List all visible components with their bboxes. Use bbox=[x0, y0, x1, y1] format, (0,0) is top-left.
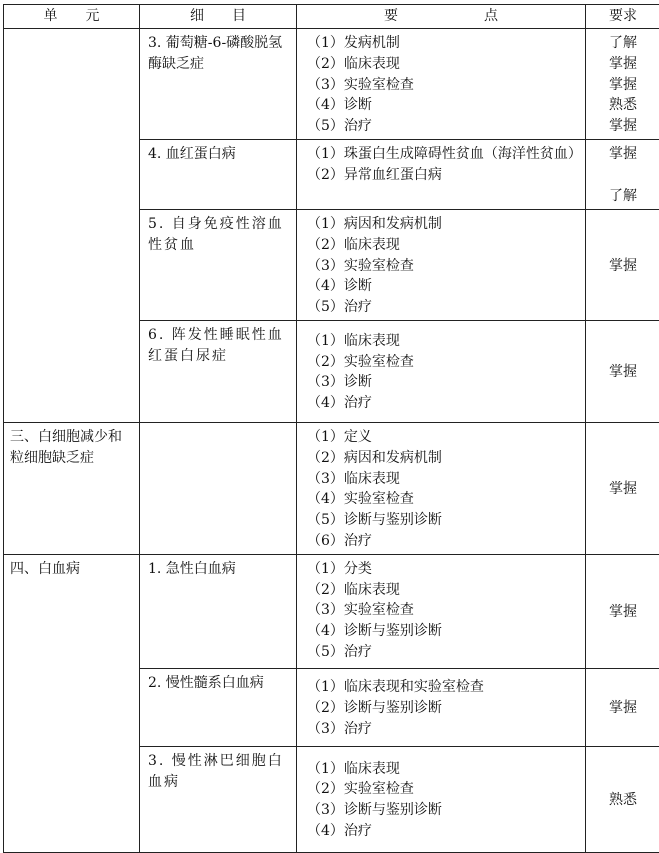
point-item: （1）临床表现 bbox=[307, 759, 579, 780]
point-item: （3）实验室检查 bbox=[307, 75, 579, 96]
point-item: （4）治疗 bbox=[307, 821, 579, 842]
point-item: （2）诊断与鉴别诊断 bbox=[307, 698, 579, 719]
point-item: （3）治疗 bbox=[307, 719, 579, 740]
requirement-cell bbox=[586, 554, 659, 668]
point-item: （4）诊断与鉴别诊断 bbox=[307, 621, 579, 642]
detail-text: 1. 急性白血病 bbox=[148, 561, 236, 577]
header-requirement: 要求 bbox=[586, 5, 659, 29]
header-unit-char1: 单 bbox=[44, 8, 58, 24]
unit-text: 三、白细胞减少和粒细胞缺乏症 bbox=[10, 429, 122, 466]
points-cell bbox=[297, 139, 586, 209]
requirement-item: 了解 bbox=[588, 33, 658, 54]
point-item: （2）临床表现 bbox=[307, 580, 579, 601]
detail-text: 6. 阵发性睡眠性血红蛋白尿症 bbox=[148, 327, 284, 364]
points-cell bbox=[297, 422, 586, 554]
point-item: （4）实验室检查 bbox=[307, 489, 579, 510]
detail-cell bbox=[140, 29, 297, 140]
requirement-cell bbox=[586, 668, 659, 746]
detail-cell bbox=[140, 746, 297, 852]
requirement-item: 了解 bbox=[588, 186, 658, 207]
unit-text: 四、白血病 bbox=[10, 561, 80, 577]
point-item: （2）临床表现 bbox=[307, 54, 579, 75]
requirement-spacer bbox=[588, 165, 658, 186]
requirement-item: 掌握 bbox=[588, 116, 658, 137]
points-cell bbox=[297, 209, 586, 320]
points-cell bbox=[297, 554, 586, 668]
requirement-item: 掌握 bbox=[588, 75, 658, 96]
point-item: （2）临床表现 bbox=[307, 235, 579, 256]
syllabus-table bbox=[3, 4, 659, 853]
point-item: （4）诊断 bbox=[307, 95, 579, 116]
point-item: （2）实验室检查 bbox=[307, 352, 579, 373]
detail-cell bbox=[140, 668, 297, 746]
header-points-char2: 点 bbox=[484, 8, 498, 24]
unit-cell-empty bbox=[4, 29, 140, 423]
point-item: （1）珠蛋白生成障碍性贫血（海洋性贫血） bbox=[307, 144, 579, 165]
detail-text: 5. 自身免疫性溶血性贫血 bbox=[148, 216, 284, 253]
point-item: （2）实验室检查 bbox=[307, 779, 579, 800]
requirement-cell bbox=[586, 139, 659, 209]
requirement-cell bbox=[586, 320, 659, 422]
point-item: （1）分类 bbox=[307, 559, 579, 580]
point-item: （3）实验室检查 bbox=[307, 600, 579, 621]
requirement-item: 掌握 bbox=[588, 54, 658, 75]
detail-text: 3. 葡萄糖-6-磷酸脱氢酶缺乏症 bbox=[148, 35, 282, 72]
table-header-row bbox=[4, 5, 659, 29]
detail-cell bbox=[140, 422, 297, 554]
detail-cell bbox=[140, 320, 297, 422]
requirement-cell bbox=[586, 209, 659, 320]
header-detail bbox=[140, 5, 297, 29]
point-item: （4）诊断 bbox=[307, 276, 579, 297]
header-unit-char2: 元 bbox=[86, 8, 100, 24]
header-points-char1: 要 bbox=[384, 8, 398, 24]
point-item: （1）发病机制 bbox=[307, 33, 579, 54]
point-item: （3）诊断与鉴别诊断 bbox=[307, 800, 579, 821]
point-item: （1）临床表现和实验室检查 bbox=[307, 677, 579, 698]
table-row bbox=[4, 29, 659, 140]
point-item: （1）病因和发病机制 bbox=[307, 214, 579, 235]
point-item: （5）治疗 bbox=[307, 297, 579, 318]
point-item: （5）治疗 bbox=[307, 116, 579, 137]
requirement-cell bbox=[586, 422, 659, 554]
requirement-item: 掌握 bbox=[609, 481, 637, 497]
point-item: （1）临床表现 bbox=[307, 331, 579, 352]
unit-cell bbox=[4, 554, 140, 852]
unit-cell bbox=[4, 422, 140, 554]
requirement-item: 掌握 bbox=[609, 700, 637, 716]
point-item: （3）实验室检查 bbox=[307, 256, 579, 277]
points-cell bbox=[297, 29, 586, 140]
table-row bbox=[4, 422, 659, 554]
requirement-item: 掌握 bbox=[609, 364, 637, 380]
point-item: （1）定义 bbox=[307, 427, 579, 448]
header-detail-char1: 细 bbox=[190, 8, 204, 24]
points-cell bbox=[297, 320, 586, 422]
requirement-item: 掌握 bbox=[588, 144, 658, 165]
header-detail-char2: 目 bbox=[232, 8, 246, 24]
detail-cell bbox=[140, 209, 297, 320]
header-unit bbox=[4, 5, 140, 29]
point-item: （3）诊断 bbox=[307, 372, 579, 393]
requirement-item: 熟悉 bbox=[588, 95, 658, 116]
requirement-item: 掌握 bbox=[609, 258, 637, 274]
requirement-item: 熟悉 bbox=[609, 792, 637, 808]
detail-cell bbox=[140, 139, 297, 209]
detail-text: 4. 血红蛋白病 bbox=[148, 146, 236, 162]
requirement-cell bbox=[586, 746, 659, 852]
points-cell bbox=[297, 668, 586, 746]
requirement-cell bbox=[586, 29, 659, 140]
header-points bbox=[297, 5, 586, 29]
detail-text: 3. 慢性淋巴细胞白血病 bbox=[148, 753, 284, 790]
point-item: （5）诊断与鉴别诊断 bbox=[307, 510, 579, 531]
detail-text: 2. 慢性髓系白血病 bbox=[148, 675, 264, 691]
points-cell bbox=[297, 746, 586, 852]
detail-cell bbox=[140, 554, 297, 668]
point-item: （4）治疗 bbox=[307, 393, 579, 414]
requirement-item: 掌握 bbox=[609, 604, 637, 620]
point-item: （2）异常血红蛋白病 bbox=[307, 165, 579, 186]
point-item: （6）治疗 bbox=[307, 531, 579, 552]
point-item: （5）治疗 bbox=[307, 642, 579, 663]
point-item: （3）临床表现 bbox=[307, 469, 579, 490]
point-item: （2）病因和发病机制 bbox=[307, 448, 579, 469]
table-row bbox=[4, 554, 659, 668]
